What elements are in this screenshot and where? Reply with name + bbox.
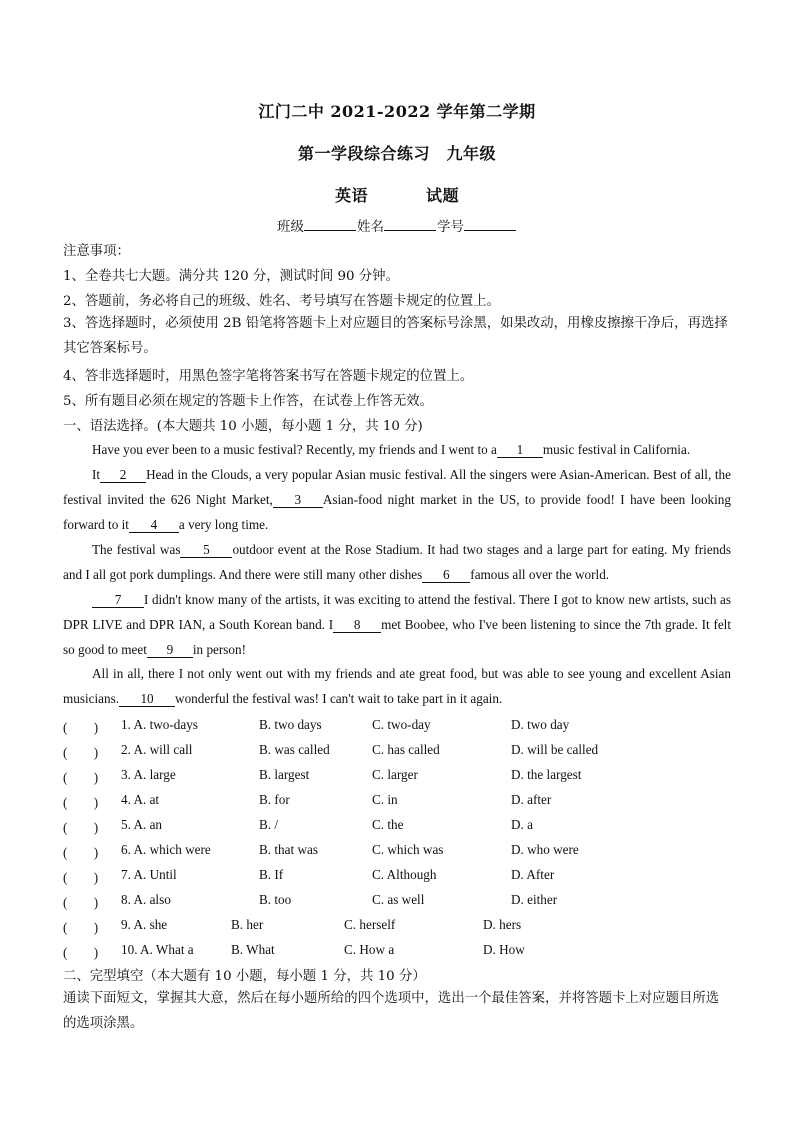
passage-text: in person! — [192, 642, 246, 657]
blank-5: 5 — [180, 543, 232, 558]
option-b: B. was called — [259, 742, 330, 757]
option-d: D. after — [511, 792, 552, 807]
option-d: D. After — [511, 867, 555, 882]
note-item: 3、答选择题时，必须使用 2B 铅笔将答题卡上对应题目的答案标号涂黑，如果改动，用橡皮擦擦干净后，再选择其它答案标号。 — [63, 316, 728, 356]
passage-text: outdoor event at the Rose Stadium. It had two stages and a large part for eating. My friends and I all got pork dumplings. And there were still many other dishes — [63, 542, 732, 582]
section2-instruction: 通读下面短文，掌握其大意，然后在每小题所给的四个选项中，选出一个最佳答案，并将答题卡上对应题目所选的选项涂黑。 — [63, 991, 720, 1031]
passage-paragraph — [63, 537, 731, 587]
option-c: C. two-day — [372, 717, 431, 732]
blank-4: 4 — [129, 518, 179, 533]
section1-heading: 一、语法选择。(本大题共 10 小题，每小题 1 分，共 10 分) — [63, 419, 423, 434]
note-item: 2、答题前，务必将自己的班级、姓名、考号填写在答题卡规定的位置上。 — [63, 294, 501, 309]
student-info — [0, 215, 794, 235]
answer-bracket[interactable]: ( ) — [63, 770, 99, 785]
option-d: D. two day — [511, 717, 570, 732]
passage-text: Head in the Clouds, a very popular Asian music festival. All the singers were Asian-American. Best of all, the festival invited the 626 Night Market, — [63, 467, 731, 507]
option-a: 1. A. two-days — [121, 717, 198, 732]
passage-text: music festival in California. — [542, 442, 691, 457]
blank-8: 8 — [333, 618, 381, 633]
answer-bracket[interactable]: ( ) — [63, 820, 99, 835]
option-a: 8. A. also — [121, 892, 171, 907]
subject-line — [0, 183, 794, 206]
passage-paragraph — [63, 462, 731, 537]
exam-subtitle: 第一学段综合练习 九年级 — [297, 144, 496, 163]
question-row — [63, 892, 733, 912]
option-b: B. too — [259, 892, 292, 907]
option-b: B. two days — [259, 717, 322, 732]
blank-7: 7 — [92, 593, 144, 608]
passage-text: The festival was — [92, 542, 181, 557]
option-d: D. the largest — [511, 767, 582, 782]
option-d: D. either — [511, 892, 558, 907]
option-a: 2. A. will call — [121, 742, 193, 757]
question-row — [63, 767, 733, 787]
note-item: 4、答非选择题时，用黑色签字笔将答案书写在答题卡规定的位置上。 — [63, 369, 474, 384]
paper-label: 试题 — [426, 186, 460, 205]
option-c: C. in — [372, 792, 398, 807]
passage-text: Asian-food night market in the US, to provide food! I have been looking forward to it — [63, 492, 731, 532]
question-row — [63, 717, 733, 737]
passage-paragraph — [63, 661, 731, 711]
option-a: 7. A. Until — [121, 867, 177, 882]
notes-heading: 注意事项： — [63, 244, 130, 259]
option-b: B. largest — [259, 767, 310, 782]
question-row — [63, 842, 733, 862]
passage-paragraph — [63, 437, 731, 462]
answer-bracket[interactable]: ( ) — [63, 845, 99, 860]
question-row — [63, 792, 733, 812]
option-b: B. What — [231, 942, 275, 957]
id-label: 学号 — [437, 219, 464, 235]
answer-bracket[interactable]: ( ) — [63, 745, 99, 760]
passage-text: wonderful the festival was! I can't wait to take part in it again. — [175, 691, 503, 706]
option-b: B. her — [231, 917, 264, 932]
answer-bracket[interactable]: ( ) — [63, 945, 99, 960]
passage-paragraph — [63, 587, 731, 662]
question-row — [63, 942, 733, 962]
note-item: 1、全卷共七大题。满分共 120 分，测试时间 90 分钟。 — [63, 269, 399, 284]
blank-3: 3 — [273, 493, 323, 508]
class-blank[interactable] — [304, 218, 356, 231]
class-label: 班级 — [277, 219, 304, 235]
option-b: B. that was — [259, 842, 318, 857]
option-d: D. a — [511, 817, 533, 832]
option-d: D. will be called — [511, 742, 599, 757]
subject-label: 英语 — [334, 186, 368, 205]
passage-text: I didn't know many of the artists, it was exciting to attend the festival. There I got to know new artists, such as DPR LIVE and DPR IAN, a South Korean band. I — [63, 592, 731, 632]
blank-1: 1 — [497, 443, 543, 458]
passage-text: Have you ever been to a music festival? Recently, my friends and I went to a — [92, 442, 497, 457]
answer-bracket[interactable]: ( ) — [63, 795, 99, 810]
blank-2: 2 — [100, 468, 146, 483]
id-blank[interactable] — [464, 218, 516, 231]
passage-text: It — [92, 467, 101, 482]
blank-9: 9 — [147, 643, 193, 658]
answer-bracket[interactable]: ( ) — [63, 720, 99, 735]
blank-10: 10 — [119, 692, 175, 707]
note-item: 5、所有题目必须在规定的答题卡上作答，在试卷上作答无效。 — [63, 394, 434, 409]
option-a: 5. A. an — [121, 817, 163, 832]
option-c: C. herself — [344, 917, 396, 932]
passage-text: famous all over the world. — [470, 567, 610, 582]
question-row — [63, 867, 733, 887]
question-row — [63, 917, 733, 937]
option-a: 9. A. she — [121, 917, 168, 932]
passage-text: met Boobee, who I've been listening to since the 7th grade. It felt so good to meet — [63, 617, 732, 657]
name-label: 姓名 — [357, 219, 384, 235]
option-d: D. How — [483, 942, 525, 957]
option-b: B. for — [259, 792, 290, 807]
question-row — [63, 742, 733, 762]
option-d: D. who were — [511, 842, 579, 857]
option-c: C. Although — [372, 867, 437, 882]
option-c: C. the — [372, 817, 404, 832]
option-c: C. How a — [344, 942, 395, 957]
option-a: 3. A. large — [121, 767, 176, 782]
option-c: C. has called — [372, 742, 440, 757]
passage-text: a very long time. — [178, 517, 269, 532]
option-b: B. / — [259, 817, 279, 832]
exam-title: 江门二中 2021-2022 学年第二学期 — [258, 102, 536, 121]
passage-text: All in all, there I not only went out with my friends and ate great food, but was able to see young and excellent Asian musicians. — [63, 666, 731, 706]
option-c: C. which was — [372, 842, 444, 857]
option-d: D. hers — [483, 917, 522, 932]
name-blank[interactable] — [384, 218, 436, 231]
option-b: B. If — [259, 867, 284, 882]
answer-bracket[interactable]: ( ) — [63, 895, 99, 910]
option-c: C. larger — [372, 767, 418, 782]
option-a: 10. A. What a — [121, 942, 194, 957]
option-a: 4. A. at — [121, 792, 160, 807]
option-c: C. as well — [372, 892, 425, 907]
answer-bracket[interactable]: ( ) — [63, 920, 99, 935]
question-row — [63, 817, 733, 837]
blank-6: 6 — [422, 568, 470, 583]
answer-bracket[interactable]: ( ) — [63, 870, 99, 885]
section2-heading: 二、完型填空（本大题有 10 小题，每小题 1 分，共 10 分） — [63, 969, 426, 984]
option-a: 6. A. which were — [121, 842, 211, 857]
